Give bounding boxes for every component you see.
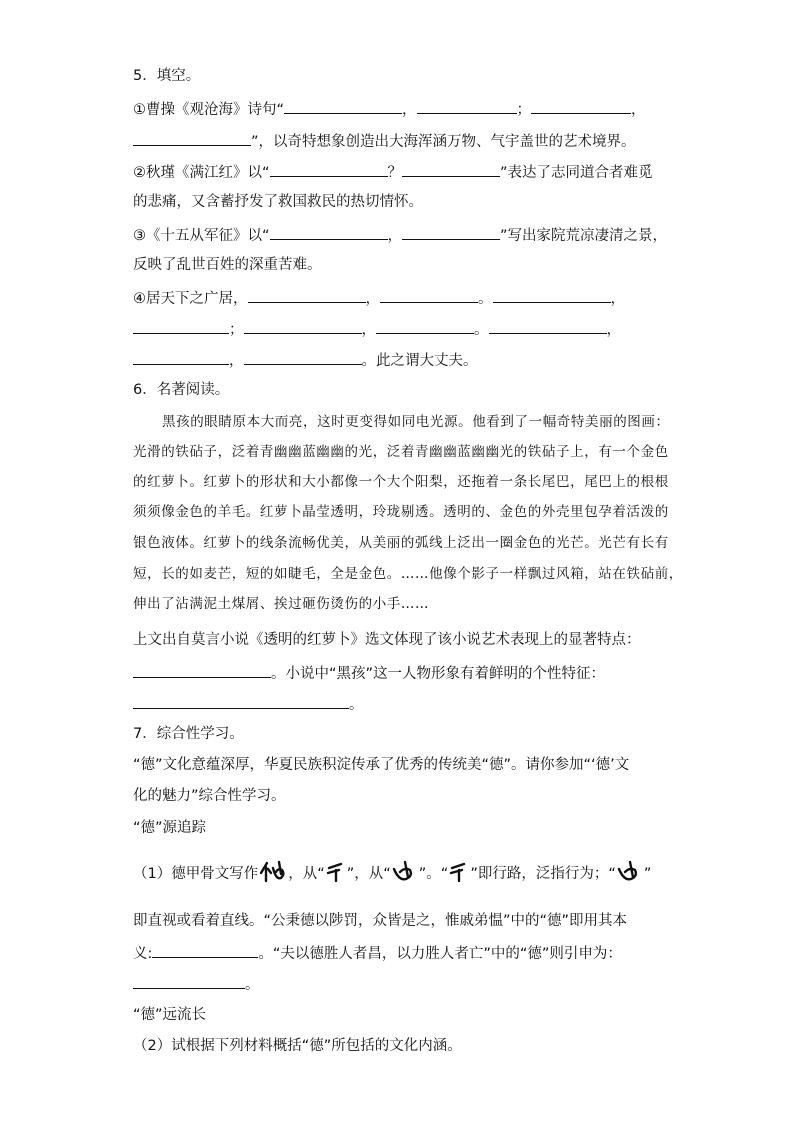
q5-blank-14[interactable] xyxy=(376,318,474,334)
q5-item3-prefix: ③《十五从军征》以“ xyxy=(133,228,270,244)
q7-section-development: “德”远流长 xyxy=(133,1007,207,1023)
q5-blank-8[interactable] xyxy=(402,224,500,240)
q5-comma: ， xyxy=(606,322,621,338)
q5-semicolon: ； xyxy=(229,322,244,338)
q5-comma: ， xyxy=(402,102,417,118)
q5-line-8 xyxy=(133,318,621,340)
q6-passage-line-1: 黑孩的眼睛原本大而亮，这时更变得如同电光源。他看到了一幅奇特美丽的图画： xyxy=(162,414,670,430)
q5-line-5 xyxy=(133,224,667,246)
q5-blank-15[interactable] xyxy=(489,318,607,334)
q5-line-9 xyxy=(133,349,478,371)
q5-blank-5[interactable] xyxy=(270,161,388,177)
q7-part1-line3-suffix: 。“夫以德胜人者昌，以力胜人者亡”中的“德”则引申为： xyxy=(258,946,622,962)
q7-part1-from2: ”，从“ xyxy=(346,866,391,882)
q7-part1-meaning: ”即行路，泛指行为；“ xyxy=(470,866,616,882)
q7-intro-line-1: “德”文化意蕴深厚，华夏民族积淀传承了优秀的传统美“德”。请你参加“‘德’文 xyxy=(133,757,630,773)
q5-blank-2[interactable] xyxy=(417,98,517,114)
q5-blank-13[interactable] xyxy=(244,318,362,334)
q7-section-origin: “德”源追踪 xyxy=(133,820,207,836)
q7-part1-yi: 义: xyxy=(133,946,153,962)
q5-blank-6[interactable] xyxy=(402,161,500,177)
q7-part2-line: （2）试根据下列材料概括“德”所包括的文化内涵。 xyxy=(133,1038,462,1054)
q5-line-6: 反映了乱世百姓的深重苦难。 xyxy=(133,257,322,273)
q5-line-1 xyxy=(133,98,646,120)
q5-line-7 xyxy=(133,287,625,309)
q5-line-4: 的悲痛，又含蓄抒发了救国救民的热切情怀。 xyxy=(133,194,423,210)
q5-blank-16[interactable] xyxy=(133,349,229,365)
q7-part1-end-quote: ” xyxy=(643,866,652,882)
q5-blank-10[interactable] xyxy=(380,287,478,303)
q5-blank-9[interactable] xyxy=(248,287,366,303)
q5-ending: 。此之谓大丈夫。 xyxy=(361,353,478,369)
q5-heading: 5．填空。 xyxy=(133,68,201,84)
q7-part1-line-4 xyxy=(133,973,260,995)
q6-question-line-3 xyxy=(133,693,364,715)
q5-blank-11[interactable] xyxy=(493,287,611,303)
q5-comma: ， xyxy=(610,291,625,307)
q5-blank-7[interactable] xyxy=(270,224,388,240)
q5-blank-12[interactable] xyxy=(133,318,229,334)
q7-part1-line-3 xyxy=(133,942,622,964)
q6-question-suffix: 。小说中“黑孩”这一人物形象有着鲜明的个性特征： xyxy=(271,666,606,682)
q7-part1-line-2: 即直视或看着直线。“公秉德以陟罚，众皆是之，惟戚弟愠”中的“德”即用其本 xyxy=(133,913,628,929)
q5-blank-3[interactable] xyxy=(531,98,631,114)
q5-blank-17[interactable] xyxy=(244,349,362,365)
oracle-chi-glyph-icon xyxy=(448,860,470,888)
q5-item3-suffix: ”写出家院荒凉凄清之景， xyxy=(500,228,668,244)
q5-item1-prefix: ①曹操《观沧海》诗句“ xyxy=(133,102,285,118)
q5-item4-prefix: ④居天下之广居， xyxy=(133,291,248,307)
q7-part1-from1: ，从“ xyxy=(288,866,325,882)
q5-line-2 xyxy=(133,130,636,152)
oracle-chi-glyph-icon xyxy=(325,860,347,888)
q7-part1-close: ”。“ xyxy=(418,866,449,882)
q5-comma: ， xyxy=(361,322,376,338)
oracle-eye-glyph-icon xyxy=(616,860,644,888)
q6-blank-2[interactable] xyxy=(133,693,349,709)
q6-passage-line-7: 伸出了沾满泥土煤屑、挨过砸伤烫伤的小手…… xyxy=(133,596,430,612)
q6-period: 。 xyxy=(349,697,364,713)
q5-semicolon: ； xyxy=(516,102,532,118)
q5-comma: ， xyxy=(387,228,403,244)
q6-passage-line-4: 须须像金色的羊毛。红萝卜晶莹透明，玲珑剔透。透明的、金色的外壳里包孕着活泼的 xyxy=(133,504,669,520)
q5-question-mark: ？ xyxy=(387,165,403,181)
q7-blank-1[interactable] xyxy=(152,942,258,958)
q6-question-line-1: 上文出自莫言小说《透明的红萝卜》选文体现了该小说艺术表现上的显著特点： xyxy=(133,632,641,648)
q5-blank-4[interactable] xyxy=(133,130,251,146)
q5-item2-suffix: ”表达了志同道合者难觅 xyxy=(500,165,653,181)
q5-period: 。 xyxy=(474,322,489,338)
oracle-eye-glyph-icon xyxy=(391,860,419,888)
q7-intro-line-2: 化的魅力”综合性学习。 xyxy=(133,788,286,804)
q6-passage-line-3: 的红萝卜。红萝卜的形状和大小都像一个大个阳梨，还拖着一条长尾巴，尾巴上的根根 xyxy=(133,474,669,490)
q7-heading: 7．综合性学习。 xyxy=(133,726,244,742)
q6-question-line-2 xyxy=(133,662,605,684)
q5-comma: ， xyxy=(365,291,380,307)
oracle-de-glyph-icon xyxy=(258,859,288,889)
q5-comma: ， xyxy=(229,353,244,369)
q5-line-3 xyxy=(133,161,653,183)
q6-passage-line-2: 光滑的铁砧子，泛着青幽幽蓝幽幽的光，泛着青幽幽蓝幽幽光的铁砧子上，有一个金色 xyxy=(133,444,669,460)
q7-blank-2[interactable] xyxy=(133,973,245,989)
q6-passage-line-5: 银色液体。红萝卜的线条流畅优美，从美丽的弧线上泛出一圈金色的光芒。光芒有长有 xyxy=(133,535,669,551)
q6-blank-1[interactable] xyxy=(133,662,271,678)
q6-passage-line-6: 短，长的如麦芒，短的如睫毛，全是金色。……他像个影子一样飘过风箱，站在铁砧前， xyxy=(133,566,683,582)
q7-period: 。 xyxy=(245,977,260,993)
q5-blank-1[interactable] xyxy=(284,98,402,114)
q7-part1-line xyxy=(133,859,651,889)
q5-period: 。 xyxy=(478,291,493,307)
q7-part1-prefix: （1）德甲骨文写作 xyxy=(133,866,259,882)
q5-item1-suffix: ”，以奇特想象创造出大海浑涵万物、气宇盖世的艺术境界。 xyxy=(251,134,636,150)
q5-comma: ， xyxy=(631,102,646,118)
q6-heading: 6．名著阅读。 xyxy=(133,382,230,398)
q5-item2-prefix: ②秋瑾《满江红》以“ xyxy=(133,165,270,181)
